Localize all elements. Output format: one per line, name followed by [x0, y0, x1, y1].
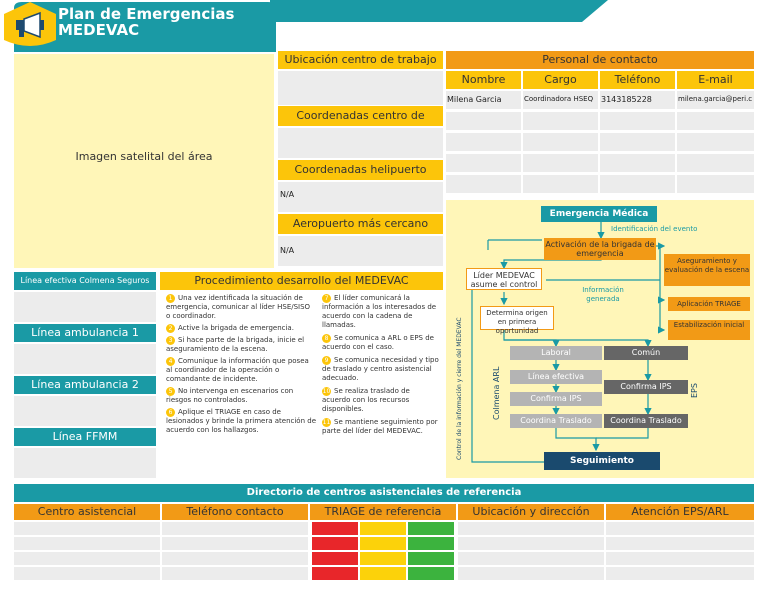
page-title: Plan de Emergencias MEDEVAC [58, 5, 235, 39]
ubicacion-value[interactable] [278, 71, 443, 105]
table-cell[interactable]: 3143185228 [600, 91, 675, 109]
directory-grid [14, 522, 754, 582]
list-item: 4 Comunique la información que posea al coordinador de la operación o comandante de incidente. [166, 357, 309, 383]
directory-header: Centro asistencial [14, 504, 160, 520]
table-cell[interactable] [677, 112, 754, 130]
table-cell[interactable]: milena.garcia@peri.c [677, 91, 754, 109]
contact-rows [446, 91, 754, 197]
contact-title: Personal de contacto [446, 51, 754, 69]
contact-header-nombre: Nombre [446, 71, 521, 89]
coordenadas-value[interactable] [278, 128, 443, 158]
table-cell[interactable] [523, 112, 598, 130]
procedure-steps-left [166, 294, 316, 480]
table-cell[interactable] [446, 112, 521, 130]
flow-seguimiento: Seguimiento [544, 452, 660, 470]
directory-header: Ubicación y dirección [458, 504, 604, 520]
list-item: 3 Si hace parte de la brigada, inicie el aseguramiento de la escena. [166, 336, 305, 353]
aeropuerto-label: Aeropuerto más cercano [278, 214, 443, 234]
table-cell[interactable] [446, 154, 521, 172]
list-item: 9 Se comunica necesidad y tipo de traslado y centro asistencial adecuado. [322, 356, 439, 382]
linea-ambulancia2-label: Línea ambulancia 2 [14, 376, 156, 394]
directory-header-row [14, 504, 754, 522]
list-item: 6 Aplique el TRIAGE en caso de lesionados y brinde la primera atención de acuerdo con los hallazgos. [166, 408, 317, 434]
linea-ffmm-label: Línea FFMM [14, 428, 156, 446]
flow-aseguramiento: Aseguramiento y evaluación de la escena [664, 254, 750, 286]
table-cell[interactable] [446, 175, 521, 193]
list-item: 1 Una vez identificada la situación de emergencia, comunicar al líder HSE/SISO o coordinador. [166, 294, 311, 320]
directory-header: TRIAGE de referencia [310, 504, 456, 520]
table-cell[interactable] [677, 154, 754, 172]
flow-emergencia: Emergencia Médica [541, 206, 657, 222]
list-item: 5 No intervenga en escenarios con riesgos no controlados. [166, 387, 294, 404]
flow-linea-efectiva: Línea efectiva [510, 370, 602, 384]
table-cell[interactable] [677, 133, 754, 151]
linea-colmena-value[interactable] [14, 292, 156, 322]
helipuerto-value[interactable]: N/A [278, 182, 443, 212]
directory-title: Directorio de centros asistenciales de referencia [14, 484, 754, 502]
table-cell[interactable] [600, 154, 675, 172]
table-cell[interactable] [523, 133, 598, 151]
linea-colmena-label: Línea efectiva Colmena Seguros [14, 272, 156, 290]
linea-ffmm-value[interactable] [14, 448, 156, 478]
flow-confirma-ips-1: Confirma IPS [510, 392, 602, 406]
flow-diagram [446, 200, 754, 478]
table-cell[interactable]: Coordinadora HSEQ [523, 91, 598, 109]
list-item: 2 Active la brigada de emergencia. [166, 324, 316, 333]
header-band [0, 0, 768, 52]
table-cell[interactable] [600, 112, 675, 130]
procedure-steps-right [322, 294, 440, 480]
table-cell[interactable] [523, 154, 598, 172]
contact-header-email: E-mail [677, 71, 754, 89]
list-item: 11 Se mantiene seguimiento por parte del líder del MEDEVAC. [322, 418, 438, 435]
flow-confirma-ips-2: Confirma IPS [604, 380, 688, 394]
table-cell[interactable] [523, 175, 598, 193]
table-cell[interactable] [446, 133, 521, 151]
flow-laboral: Laboral [510, 346, 602, 360]
contact-header-cargo: Cargo [523, 71, 598, 89]
flow-control-vertical: Control de la información y cierre del MEDEVAC [456, 317, 463, 460]
flow-eps: EPS [690, 383, 699, 398]
flow-coordina-2: Coordina Traslado [604, 414, 688, 428]
directory-rows [14, 522, 754, 582]
flow-identificacion: Identificación del evento [611, 225, 698, 233]
flow-info-generada: Información generada [582, 286, 624, 303]
flow-colmena-arl: Colmena ARL [492, 366, 501, 420]
satellite-label: Imagen satelital del área [75, 150, 213, 163]
ubicacion-label: Ubicación centro de trabajo [278, 51, 443, 69]
list-item: 8 Se comunica a ARL o EPS de acuerdo con el caso. [322, 334, 434, 351]
list-item: 10 Se realiza traslado de acuerdo con los recursos disponibles. [322, 387, 410, 413]
flow-coordina-1: Coordina Traslado [510, 414, 602, 428]
directory-header: Atención EPS/ARL [606, 504, 754, 520]
megaphone-icon [12, 10, 48, 40]
helipuerto-label: Coordenadas helipuerto [278, 160, 443, 180]
linea-ambulancia1-value[interactable] [14, 344, 156, 374]
linea-ambulancia1-label: Línea ambulancia 1 [14, 324, 156, 342]
table-cell[interactable]: Milena Garcia [446, 91, 521, 109]
flow-estabilizacion: Estabilización inicial [668, 320, 750, 340]
coordenadas-label: Coordenadas centro de [278, 106, 443, 126]
directory-header: Teléfono contacto [162, 504, 308, 520]
list-item: 7 El líder comunicará la información a los interesados de acuerdo con la cadena de llamadas. [322, 294, 437, 329]
linea-ambulancia2-value[interactable] [14, 396, 156, 426]
contact-header-row [446, 71, 754, 89]
table-cell[interactable] [600, 175, 675, 193]
contact-header-telefono: Teléfono [600, 71, 675, 89]
procedure-title: Procedimiento desarrollo del MEDEVAC [160, 272, 443, 290]
table-cell[interactable] [677, 175, 754, 193]
flow-determina: Determina origen en primera oportunidad [480, 306, 554, 330]
flow-comun: Común [604, 346, 688, 360]
flow-lider: Líder MEDEVAC asume el control [466, 268, 542, 290]
table-cell[interactable] [600, 133, 675, 151]
flow-aplicacion-triage: Aplicación TRIAGE [668, 297, 750, 311]
flow-activacion: Activación de la brigada de emergencia [545, 240, 655, 258]
aeropuerto-value[interactable]: N/A [278, 236, 443, 266]
